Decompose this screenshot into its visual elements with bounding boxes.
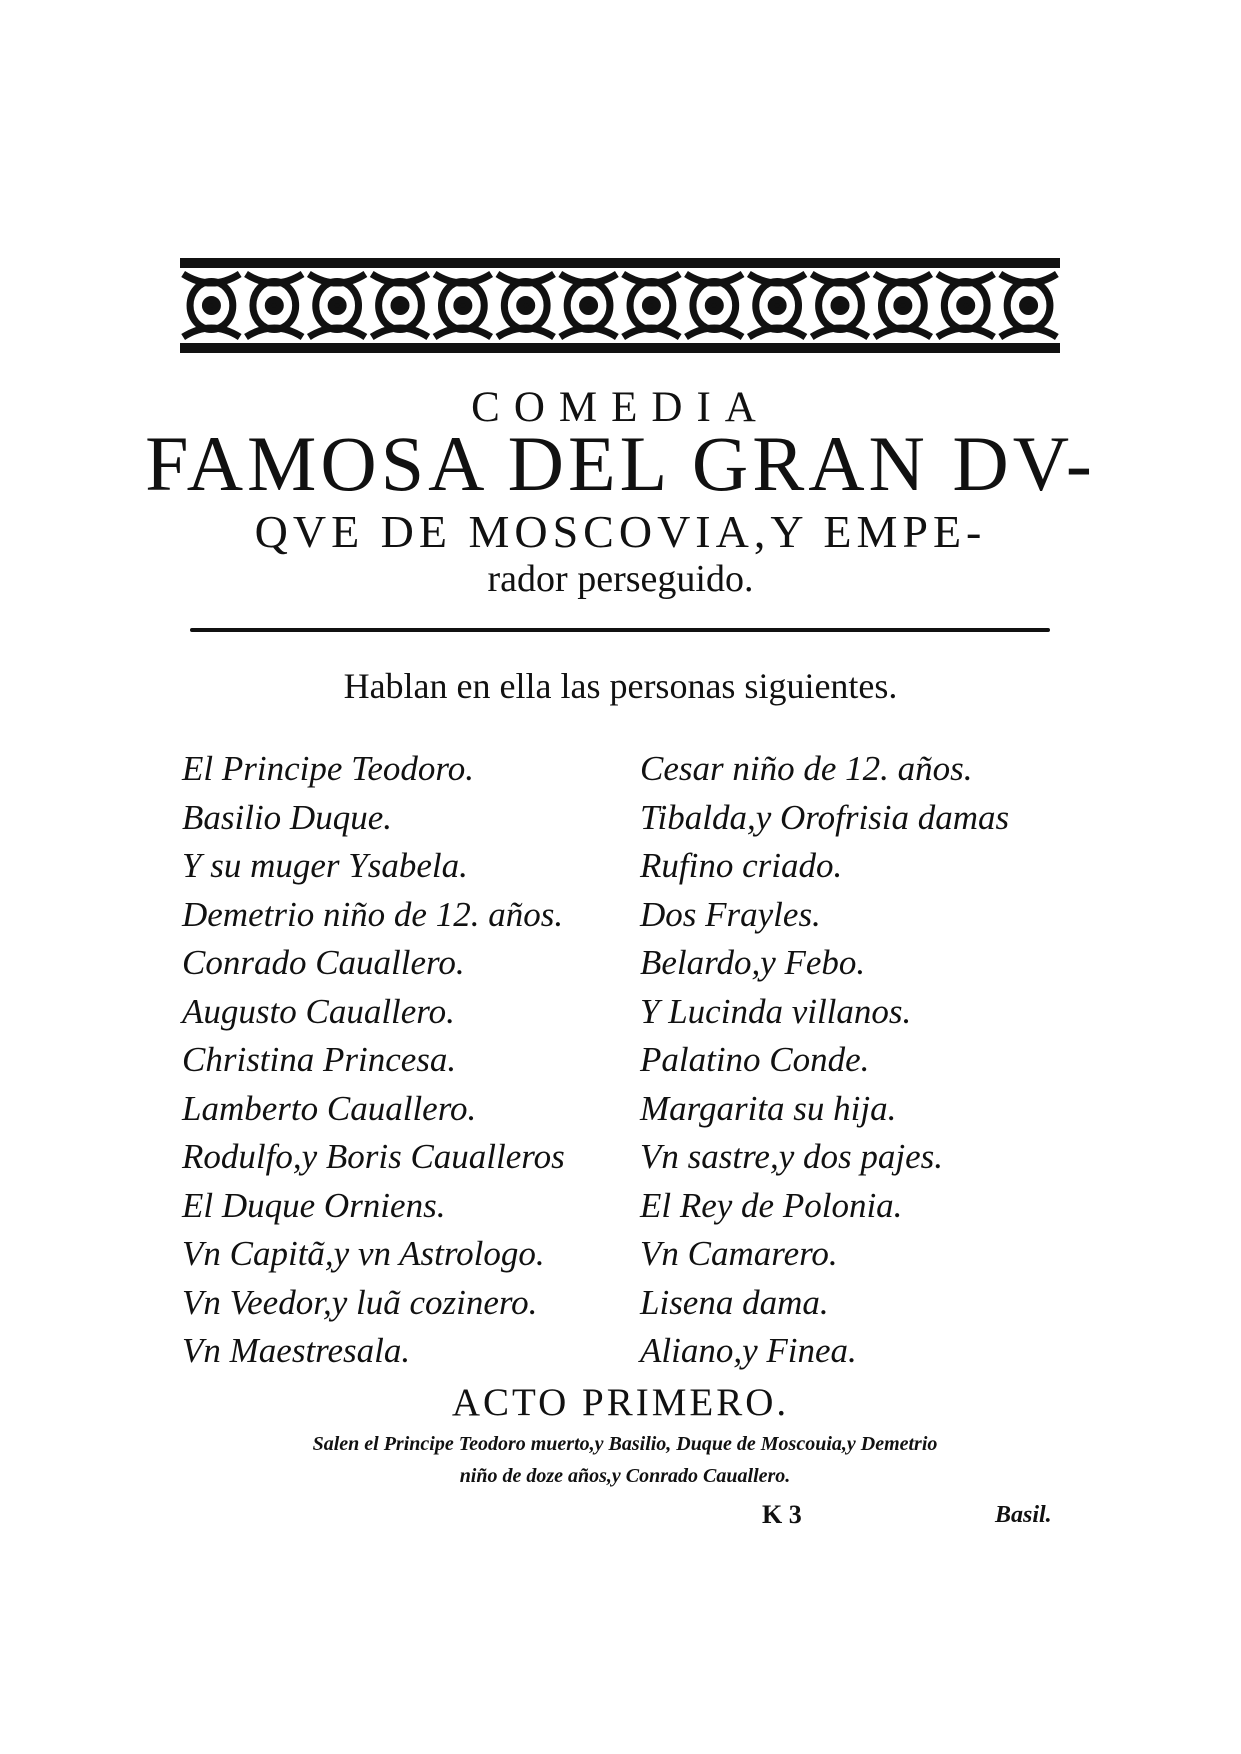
stage-direction-line-2: niño de doze años,y Conrado Cauallero.	[459, 1465, 791, 1487]
title-line-4: rador perseguido.	[487, 558, 754, 600]
ornament-dot	[897, 300, 909, 312]
cast-item: El Duque Orniens.	[182, 1185, 446, 1225]
cast-item: Margarita su hija.	[640, 1088, 897, 1128]
cast-item: Lamberto Cauallero.	[182, 1088, 477, 1128]
cast-item: Augusto Cauallero.	[182, 991, 455, 1031]
title-line-2: FAMOSA DEL GRAN DV-	[145, 420, 1096, 507]
cast-list-left	[182, 745, 642, 1376]
cast-item: Aliano,y Finea.	[640, 1331, 857, 1370]
title-line-3: QVE DE MOSCOVIA,Y EMPE-	[254, 506, 987, 557]
cast-item: El Principe Teodoro.	[182, 749, 474, 788]
cast-item: Vn sastre,y dos pajes.	[640, 1137, 943, 1176]
ornament-dot	[268, 300, 280, 312]
divider-rule	[190, 628, 1050, 632]
cast-item: Christina Princesa.	[182, 1040, 457, 1079]
act-heading: ACTO PRIMERO.	[451, 1381, 790, 1424]
cast-item: Basilio Duque.	[182, 797, 392, 837]
cast-item: Demetrio niño de 12. años.	[182, 894, 564, 934]
cast-item: Rodulfo,y Boris Caualleros	[182, 1137, 565, 1176]
ornament-dot	[960, 300, 972, 312]
ornament-dot	[771, 300, 783, 312]
signature-mark: K 3	[762, 1500, 802, 1529]
ornament-band	[180, 258, 1060, 353]
cast-heading: Hablan en ella las personas siguientes.	[343, 666, 898, 706]
cast-item: Vn Veedor,y luã cozinero.	[182, 1282, 538, 1322]
cast-item: Vn Maestresala.	[182, 1331, 411, 1370]
cast-list-right	[640, 745, 1080, 1376]
cast-item: Dos Frayles.	[640, 894, 821, 934]
cast-item: Vn Camarero.	[640, 1234, 838, 1273]
ornament-dot	[1023, 300, 1035, 312]
ornament-dot	[708, 300, 720, 312]
ornament-dot	[457, 300, 469, 312]
cast-item: El Rey de Polonia.	[640, 1185, 903, 1225]
ornament-dot	[205, 300, 217, 312]
ornament-dot	[834, 300, 846, 312]
ornament-dot	[583, 300, 595, 312]
ornament-dot	[520, 300, 532, 312]
cast-item: Tibalda,y Orofrisia damas	[640, 797, 1010, 837]
cast-item: Y Lucinda villanos.	[640, 991, 912, 1031]
cast-item: Belardo,y Febo.	[640, 943, 866, 982]
cast-item: Lisena dama.	[640, 1282, 829, 1322]
title-line-1: COMEDIA	[471, 384, 770, 431]
cast-item: Cesar niño de 12. años.	[640, 749, 973, 788]
catchword: Basil.	[995, 1502, 1052, 1528]
cast-item: Palatino Conde.	[640, 1040, 870, 1079]
cast-item: Y su muger Ysabela.	[182, 846, 468, 885]
ornament-dot	[331, 300, 343, 312]
stage-direction-line-1: Salen el Principe Teodoro muerto,y Basilio, Duque de Moscouia,y Demetrio	[312, 1433, 938, 1455]
cast-item: Rufino criado.	[640, 846, 843, 885]
ornament-dot	[645, 300, 657, 312]
cast-item: Vn Capitã,y vn Astrologo.	[182, 1234, 545, 1273]
cast-item: Conrado Cauallero.	[182, 943, 465, 982]
ornament-dot	[394, 300, 406, 312]
